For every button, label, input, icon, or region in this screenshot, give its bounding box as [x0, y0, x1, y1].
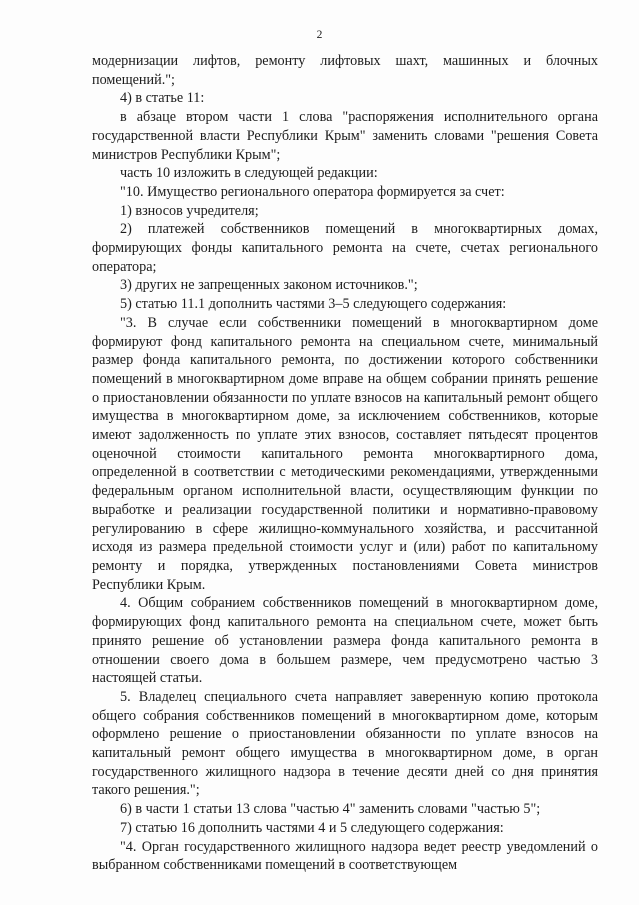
paragraph: 2) платежей собственников помещений в многоквартирных домах, формирующих фонды капитального ремонта на счете, счетах регионального оператора; — [92, 221, 598, 275]
paragraph: 7) статью 16 дополнить частями 4 и 5 следующего содержания: — [120, 819, 504, 836]
paragraph: 6) в части 1 статьи 13 слова "частью 4" заменить словами "частью 5"; — [120, 801, 541, 818]
document-body — [92, 52, 598, 875]
paragraph: модернизации лифтов, ремонту лифтовых шахт, машинных и блочных помещений."; — [92, 53, 598, 88]
paragraph: "4. Орган государственного жилищного надзора ведет реестр уведомлений о выбранном собственниками помещений в соответствующем — [92, 838, 598, 874]
paragraph: 4. Общим собранием собственников помещений в многоквартирном доме, формирующих фонд капитального ремонта на специальном счете, может быть принято решение об установлении размера фонда капитального ремонта в отношении своего дома в большем размере, чем предусмотрено частью 3 настоящей статьи. — [92, 595, 598, 687]
paragraph: часть 10 изложить в следующей редакции: — [120, 165, 378, 182]
paragraph: "10. Имущество регионального оператора формируется за счет: — [120, 183, 505, 200]
paragraph: 1) взносов учредителя; — [120, 202, 259, 219]
paragraph: 5) статью 11.1 дополнить частями 3–5 следующего содержания: — [120, 296, 507, 313]
paragraph: 5. Владелец специального счета направляет заверенную копию протокола общего собрания собственников помещений в многоквартирном доме, которым оформлено решение о приостановлении обязанности по уплате взносов на капитальный ремонт общего имущества в многоквартирном доме, в орган государственного жилищного надзора в течение десяти дней со дня принятия такого решения."; — [92, 688, 598, 799]
paragraph: "3. В случае если собственники помещений в многоквартирном доме формируют фонд капитального ремонта на специальном счете, минимальный размер фонда капитального ремонта, по достижении которого собственники помещений в многоквартирном доме вправе на общем собрании принять решение о приостановлении обязанности по уплате взносов на капитальный ремонт общего имущества в многоквартирном доме, за исключением собственников, которые имеют задолженность по уплате этих взносов, составляет пятьдесят процентов оценочной стоимости капитального ремонта многоквартирного дома, определенной в соответствии с методическими рекомендациями, утвержденными федеральным органом исполнительной власти, осуществляющим функции по выработке и реализации государственной политики и нормативно-правовому регулированию в сфере жилищно-коммунального хозяйства, и рассчитанной исходя из размера предельной стоимости услуг и (или) работ по капитальному ремонту и порядка, утвержденных постановлениями Совета министров Республики Крым. — [92, 314, 598, 593]
page-number: 2 — [316, 29, 323, 41]
paragraph: 4) в статье 11: — [120, 90, 205, 107]
paragraph: 3) других не запрещенных законом источников."; — [120, 277, 418, 294]
paragraph: в абзаце втором части 1 слова "распоряжения исполнительного органа государственной власти Республики Крым" заменить словами "решения Совета министров Республики Крым"; — [92, 109, 598, 163]
